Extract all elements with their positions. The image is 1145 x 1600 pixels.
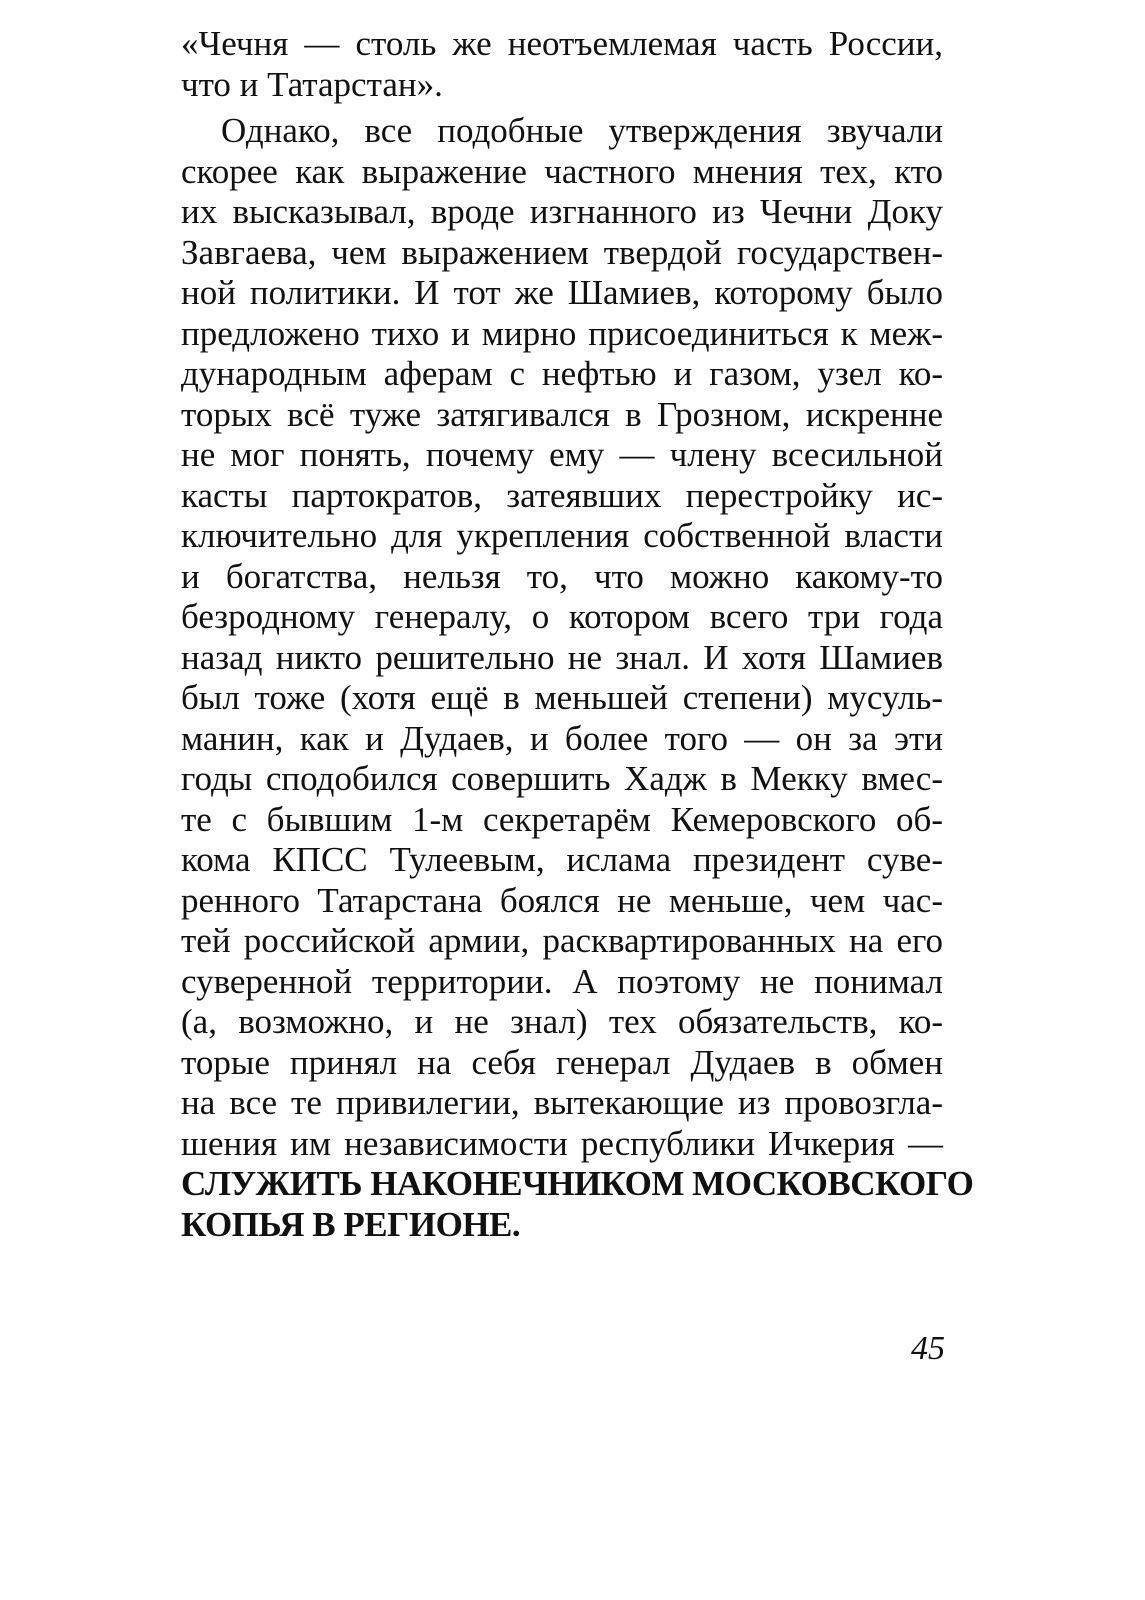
paragraph-2 xyxy=(181,111,974,1245)
page-body xyxy=(181,24,974,1245)
text-line: шения им независимости республики Ичкерия — xyxy=(181,1123,943,1163)
text-line: торые принял на себя генерал Дудаев в обмен xyxy=(181,1042,943,1082)
text-line: дународным аферам с нефтью и газом, узел ко- xyxy=(181,354,943,393)
text-line: манин, как и Дудаев, и более того — он за эти xyxy=(181,718,943,758)
bold-text-line: СЛУЖИТЬ НАКОНЕЧНИКОМ МОСКОВСКОГО xyxy=(181,1164,974,1203)
text-line: безродному генералу, о котором всего три года xyxy=(181,597,943,636)
paragraph-1 xyxy=(181,24,943,105)
text-line: годы сподобился совершить Хадж в Мекку вмес- xyxy=(181,759,943,798)
text-line: и богатства, нельзя то, что можно какому-то xyxy=(181,556,943,596)
text-line: торых всё туже затягивался в Грозном, искренне xyxy=(181,394,943,434)
text-line: был тоже (хотя ещё в меньшей степени) мусуль- xyxy=(181,678,943,717)
text-line: не мог понять, почему ему — члену всесильной xyxy=(181,435,943,474)
text-line: предложено тихо и мирно присоединиться к меж- xyxy=(181,313,943,353)
text-line: Завгаева, чем выражением твердой государствен- xyxy=(181,232,943,272)
text-line: тей российской армии, расквартированных на его xyxy=(181,921,943,960)
text-line: назад никто решительно не знал. И хотя Шамиев xyxy=(181,637,943,677)
text-line: что и Татарстан». xyxy=(181,64,443,104)
text-line: ной политики. И тот же Шамиев, которому было xyxy=(181,273,943,312)
text-line: ключительно для укрепления собственной власти xyxy=(181,516,943,555)
text-line: скорее как выражение частного мнения тех, кто xyxy=(181,151,943,191)
text-line: ренного Татарстана боялся не меньше, чем час- xyxy=(181,880,943,920)
text-line: кома КПСС Тулеевым, ислама президент суве- xyxy=(181,840,943,879)
bold-text-line: КОПЬЯ В РЕГИОНЕ. xyxy=(181,1204,521,1244)
text-line: их высказывал, вроде изгнанного из Чечни Доку xyxy=(181,192,943,231)
text-line: Однако, все подобные утверждения звучали xyxy=(221,111,943,150)
page-number: 45 xyxy=(911,1330,945,1367)
text-line: на все те привилегии, вытекающие из провозгла- xyxy=(181,1083,943,1122)
text-line: (а, возможно, и не знал) тех обязательств, ко- xyxy=(181,1002,943,1041)
text-line: «Чечня — столь же неотъемлемая часть России, xyxy=(181,24,943,63)
text-line: касты партократов, затеявших перестройку ис- xyxy=(181,475,943,515)
text-line: те с бывшим 1-м секретарём Кемеровского об- xyxy=(181,799,943,839)
text-line: суверенной территории. А поэтому не понимал xyxy=(181,961,943,1001)
